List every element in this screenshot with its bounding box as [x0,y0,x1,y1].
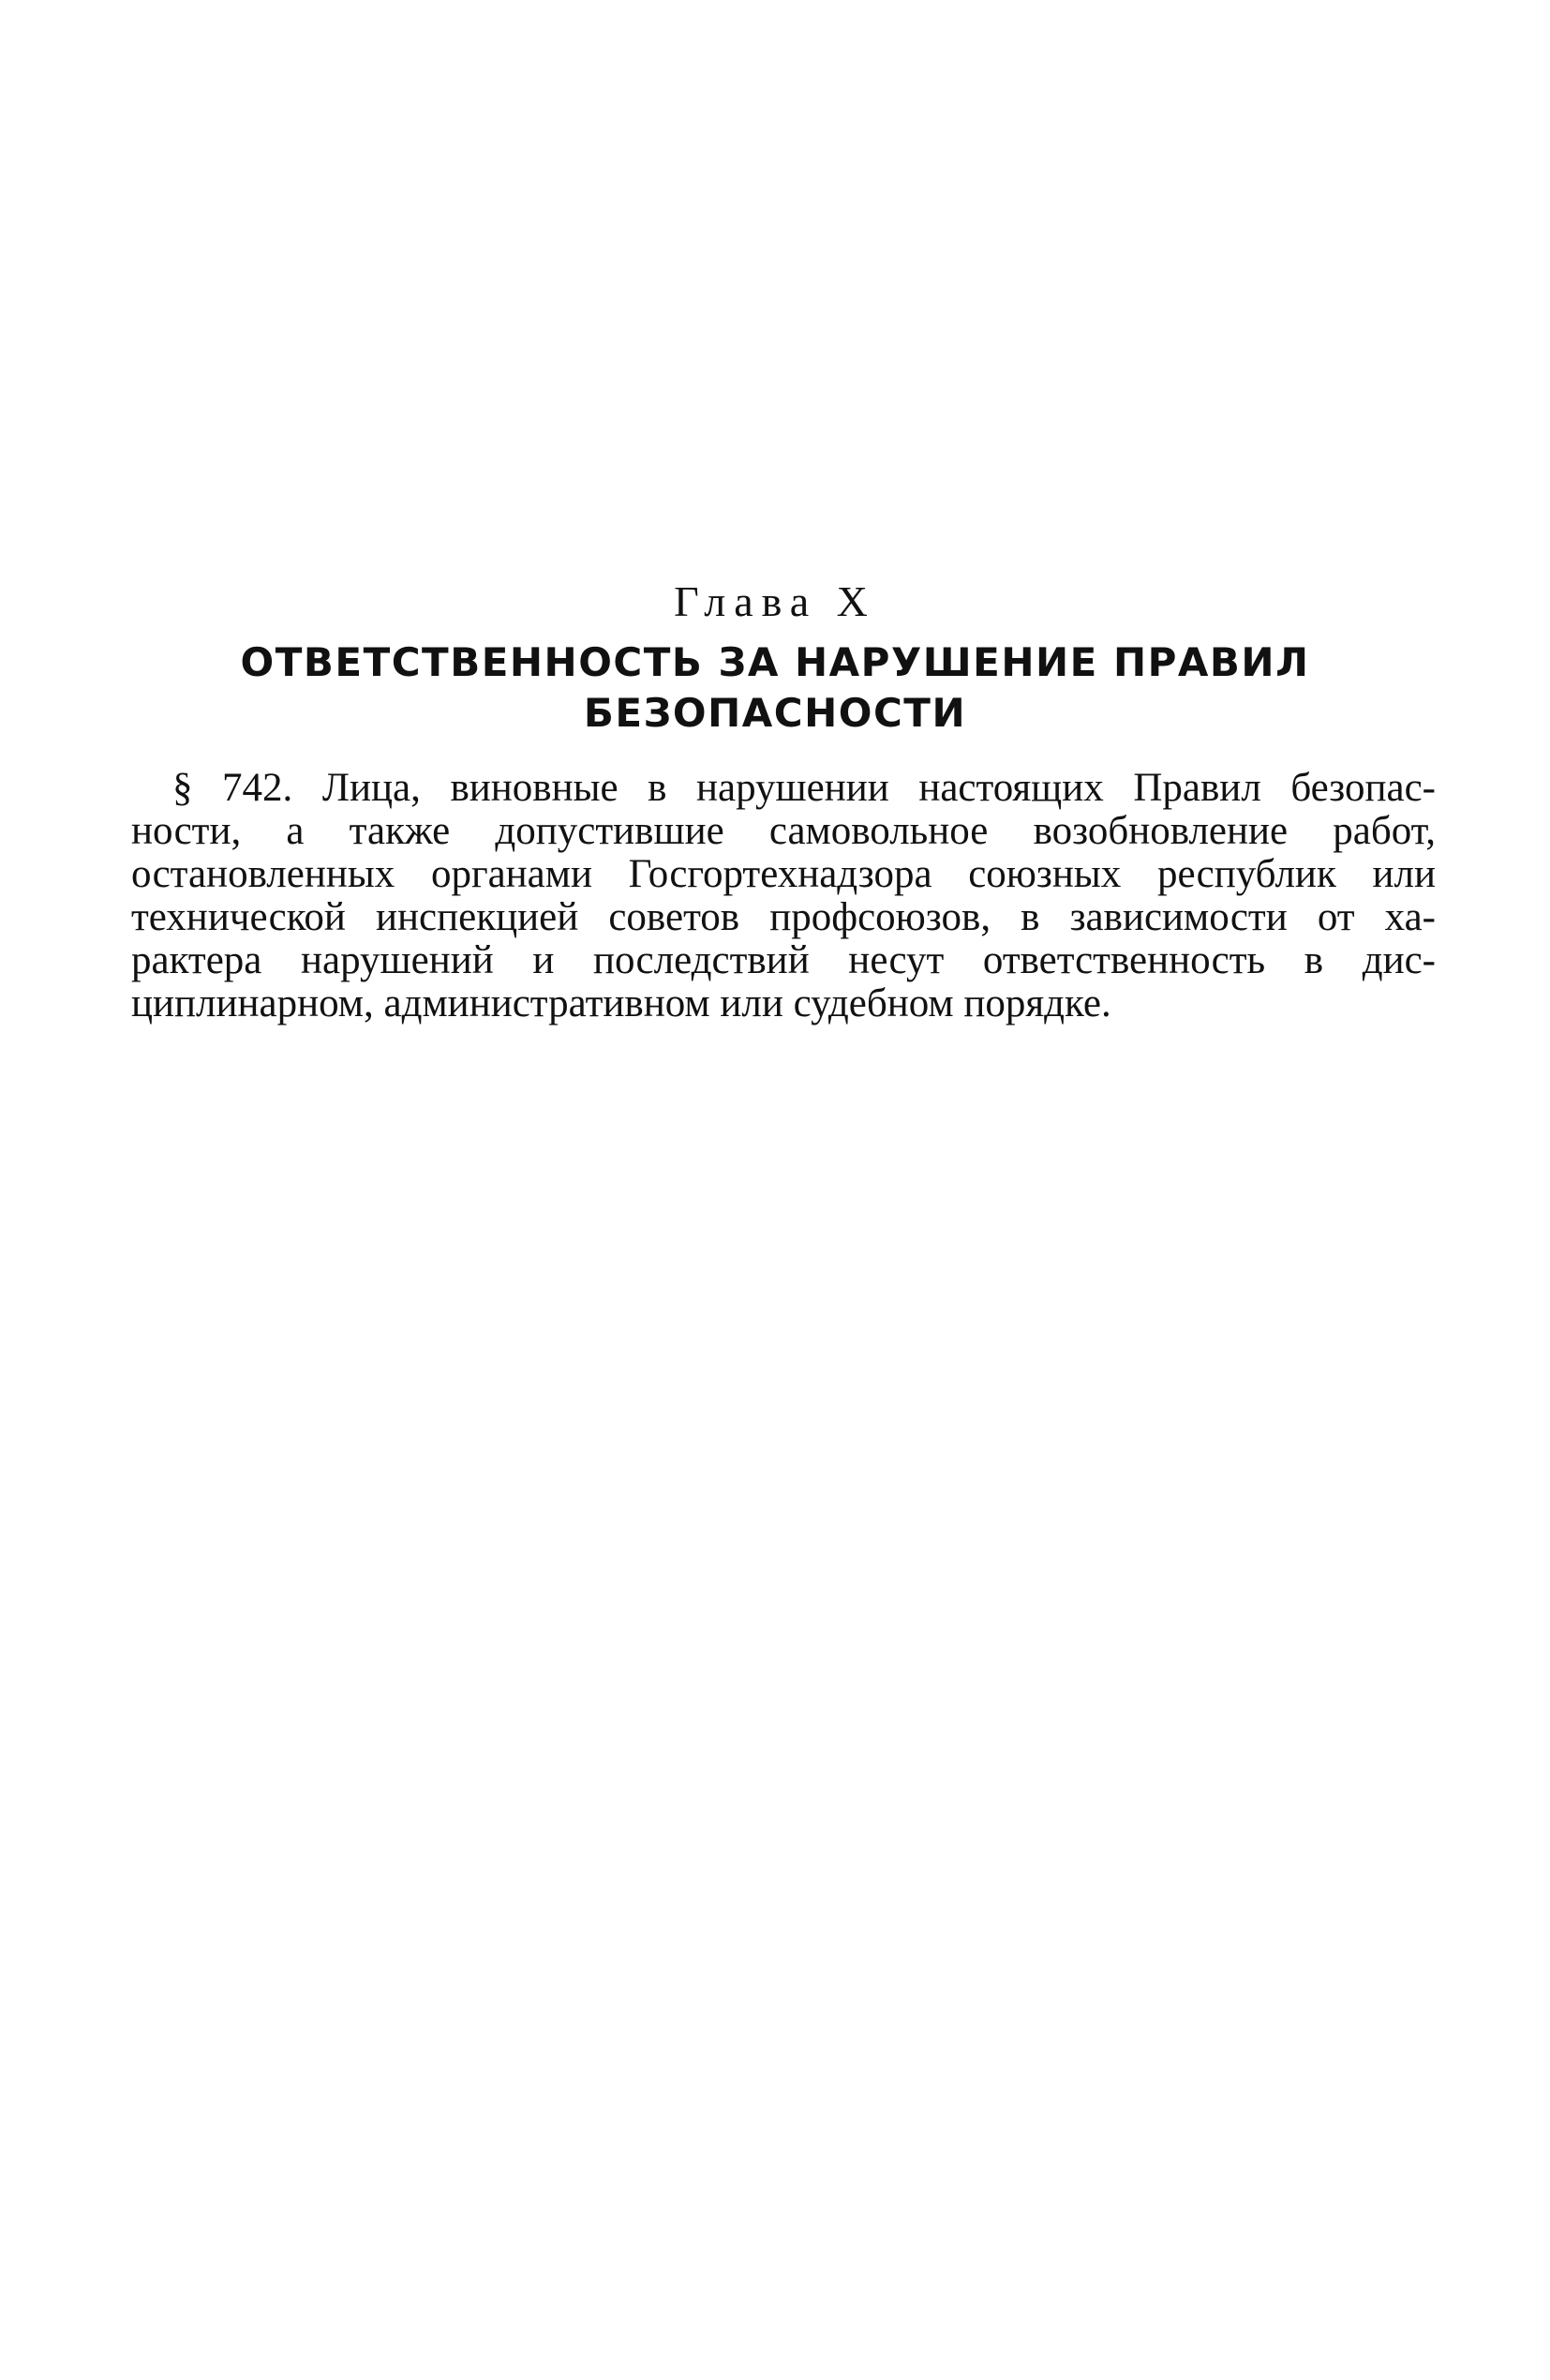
chapter-label: Глава X [674,577,876,625]
paragraph-line: § 742. Лица, виновные в нарушении настоящих Правил безопас- [172,766,1436,810]
paragraph-line: рактера нарушений и последствий несут ответственность в дис- [131,938,1436,982]
section-742-paragraph [131,767,1436,1025]
paragraph-line: остановленных органами Госгортехнадзора союзных республик или [131,852,1436,896]
paragraph-line: циплинарном, административном или судебном порядке. [131,981,1111,1025]
paragraph-line: технической инспекцией советов профсоюзов, в зависимости от ха- [131,895,1436,939]
chapter-title [0,637,1550,739]
chapter-title-line: БЕЗОПАСНОСТИ [583,690,967,736]
paragraph-line: ности, а также допустившие самовольное возобновление работ, [131,809,1436,853]
chapter-title-line: ОТВЕТСТВЕННОСТЬ ЗА НАРУШЕНИЕ ПРАВИЛ [240,639,1310,685]
